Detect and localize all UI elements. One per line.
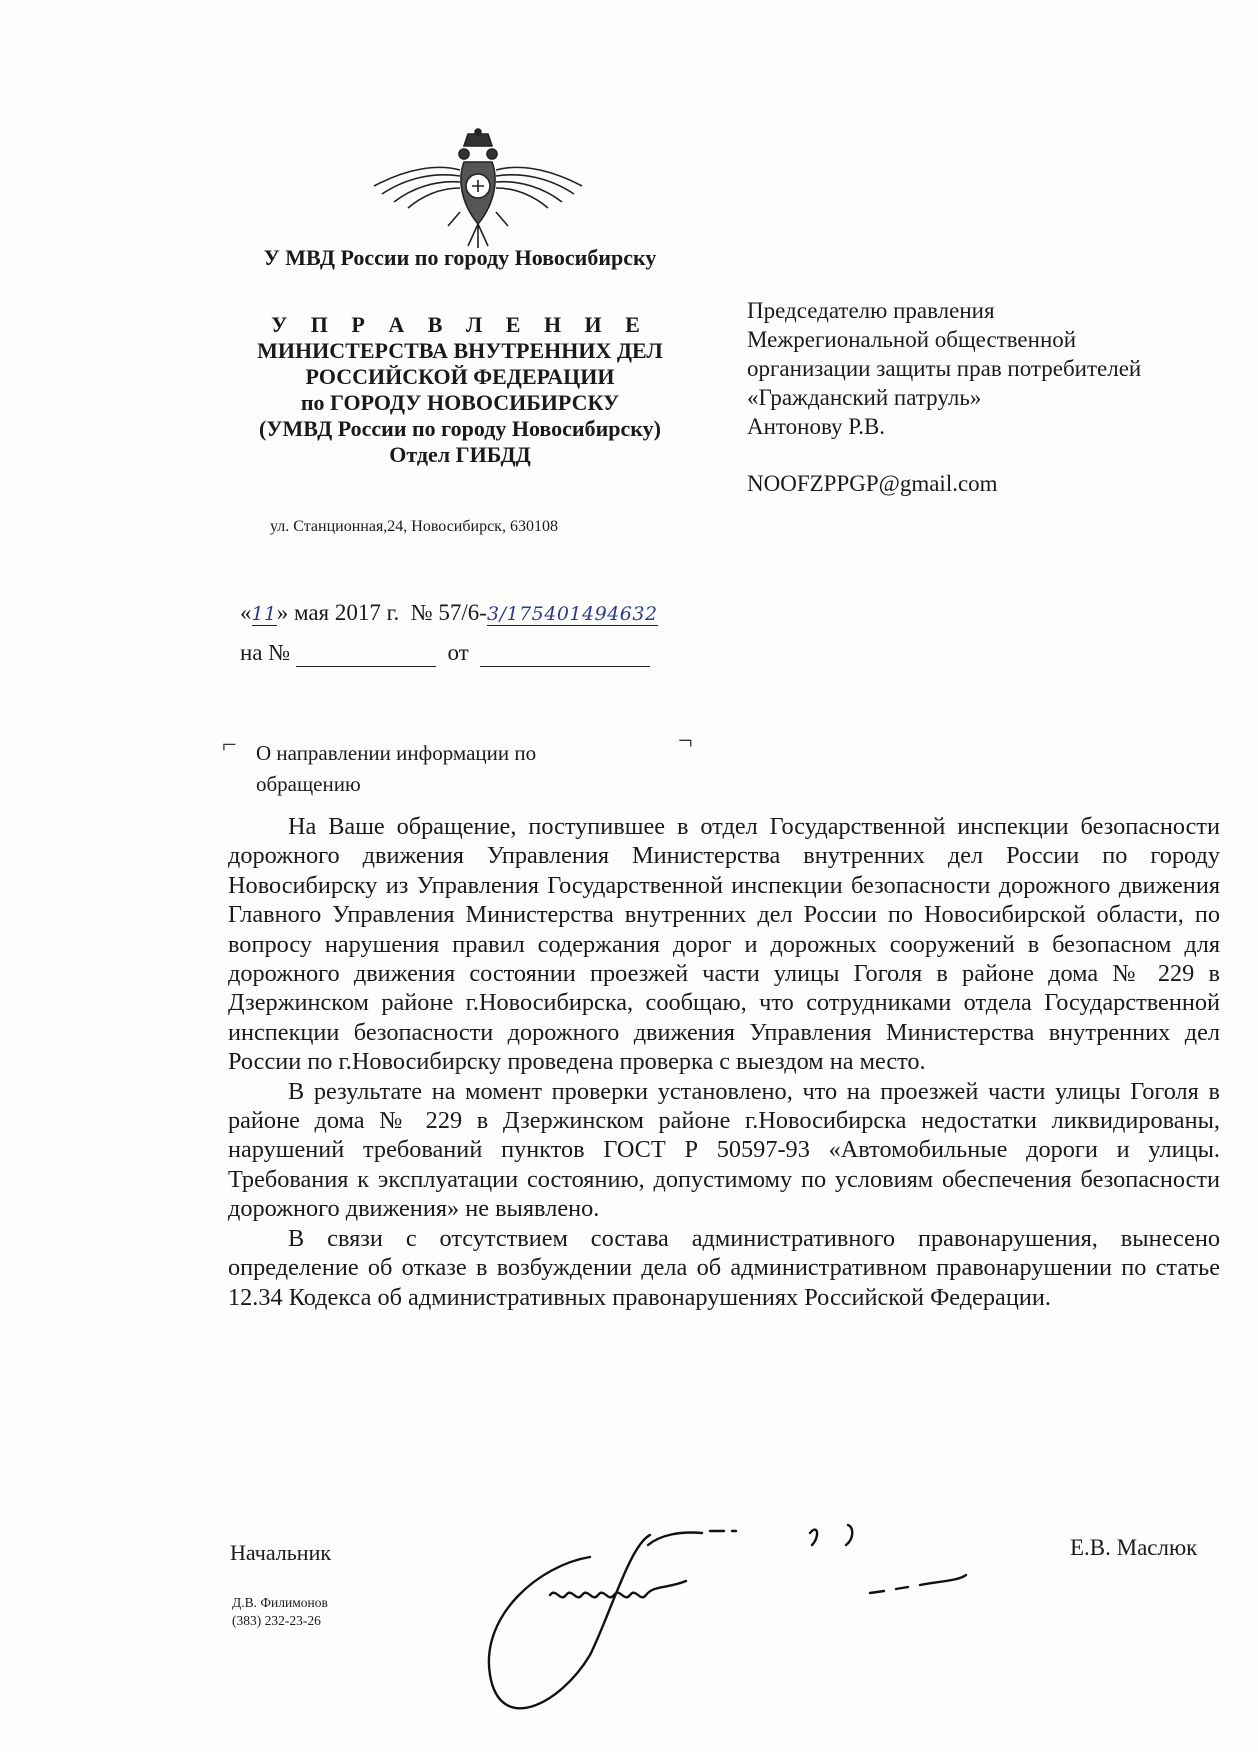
authority-line: РОССИЙСКОЙ ФЕДЕРАЦИИ	[305, 364, 615, 389]
subject-line: обращению	[256, 772, 361, 796]
executor-info	[232, 1594, 328, 1630]
executor-phone: (383) 232-23-26	[232, 1613, 321, 1628]
reply-date-blank	[480, 640, 650, 667]
quote-close: »	[276, 600, 289, 625]
recipient-line: Председателю правления	[747, 298, 995, 323]
number-label: №	[410, 600, 433, 625]
subject-bracket-left: ⌐	[222, 730, 237, 759]
reply-number-blank	[296, 640, 436, 667]
authority-line: (УМВД России по городу Новосибирску)	[259, 416, 661, 441]
authority-address: ул. Станционная,24, Новосибирск, 630108	[270, 518, 558, 535]
signer-name: Е.В. Маслюк	[1070, 1535, 1198, 1560]
department-line: У МВД России по городу Новосибирску	[263, 245, 657, 270]
mvd-emblem-icon	[368, 128, 588, 250]
authority-line: МИНИСТЕРСТВА ВНУТРЕННИХ ДЕЛ	[257, 338, 663, 363]
subject-bracket-right: ¬	[678, 726, 693, 755]
handwritten-signature	[470, 1505, 1070, 1745]
recipient-line: Межрегиональной общественной	[747, 327, 1077, 352]
recipient-line: организации защиты прав потребителей	[747, 356, 1142, 381]
authority-line: У П Р А В Л Е Н И Е	[271, 312, 649, 337]
handwritten-number: 3/175401494632	[486, 603, 658, 625]
recipient-line: Антонову Р.В.	[747, 414, 886, 439]
registration-number: 57/6-	[438, 600, 487, 625]
subject-line: О направлении информации по	[256, 741, 537, 765]
from-label: от	[447, 640, 469, 665]
handwritten-day: 11	[251, 603, 277, 625]
letter-body	[228, 812, 1220, 1312]
quote-open: «	[240, 600, 252, 625]
registration-date: мая 2017 г.	[293, 600, 400, 625]
letter-subject	[256, 738, 536, 800]
recipient-email: NOOFZPPGP@gmail.com	[747, 471, 998, 496]
authority-line: по ГОРОДУ НОВОСИБИРСКУ	[300, 390, 620, 415]
registration-line	[240, 600, 658, 626]
body-paragraph: В результате на момент проверки установлено, что на проезжей части улицы Гоголя в районе дома № 229 в Дзержинском районе г.Новосибирска недостатки ликвидированы, нарушений требований пунктов ГОСТ Р 50597-93 «Автомобильные дороги и улицы. Требования к эксплуатации состоянию, допустимому по условиям обеспечения безопасности дорожного движения» не выявлено.	[228, 1077, 1220, 1223]
executor-name: Д.В. Филимонов	[232, 1595, 328, 1610]
issuing-authority	[220, 312, 700, 468]
signer-title: Начальник	[230, 1540, 332, 1565]
reference-line	[240, 640, 650, 667]
authority-line: Отдел ГИБДД	[389, 442, 531, 467]
recipient-block	[747, 296, 1141, 498]
body-paragraph: На Ваше обращение, поступившее в отдел Государственной инспекции безопасности дорожного движения Управления Министерства внутренних дел России по городу Новосибирску из Управления Государственной инспекции безопасности дорожного движения Главного Управления Министерства внутренних дел России по Новосибирской области, по вопросу нарушения правил содержания дорог и дорожных сооружений в безопасном для дорожного движения состоянии проезжей части улицы Гоголя в районе дома № 229 в Дзержинском районе г.Новосибирска, сообщаю, что сотрудниками отдела Государственной инспекции безопасности дорожного движения Управления Министерства внутренних дел России по г.Новосибирску проведена проверка с выездом на место.	[228, 813, 1220, 1076]
body-paragraph: В связи с отсутствием состава административного правонарушения, вынесено определение об отказе в возбуждении дела об административном правонарушении по статье 12.34 Кодекса об административных правонарушениях Российской Федерации.	[228, 1224, 1220, 1311]
reply-to-label: на №	[240, 640, 291, 665]
recipient-line: «Гражданский патруль»	[747, 385, 982, 410]
